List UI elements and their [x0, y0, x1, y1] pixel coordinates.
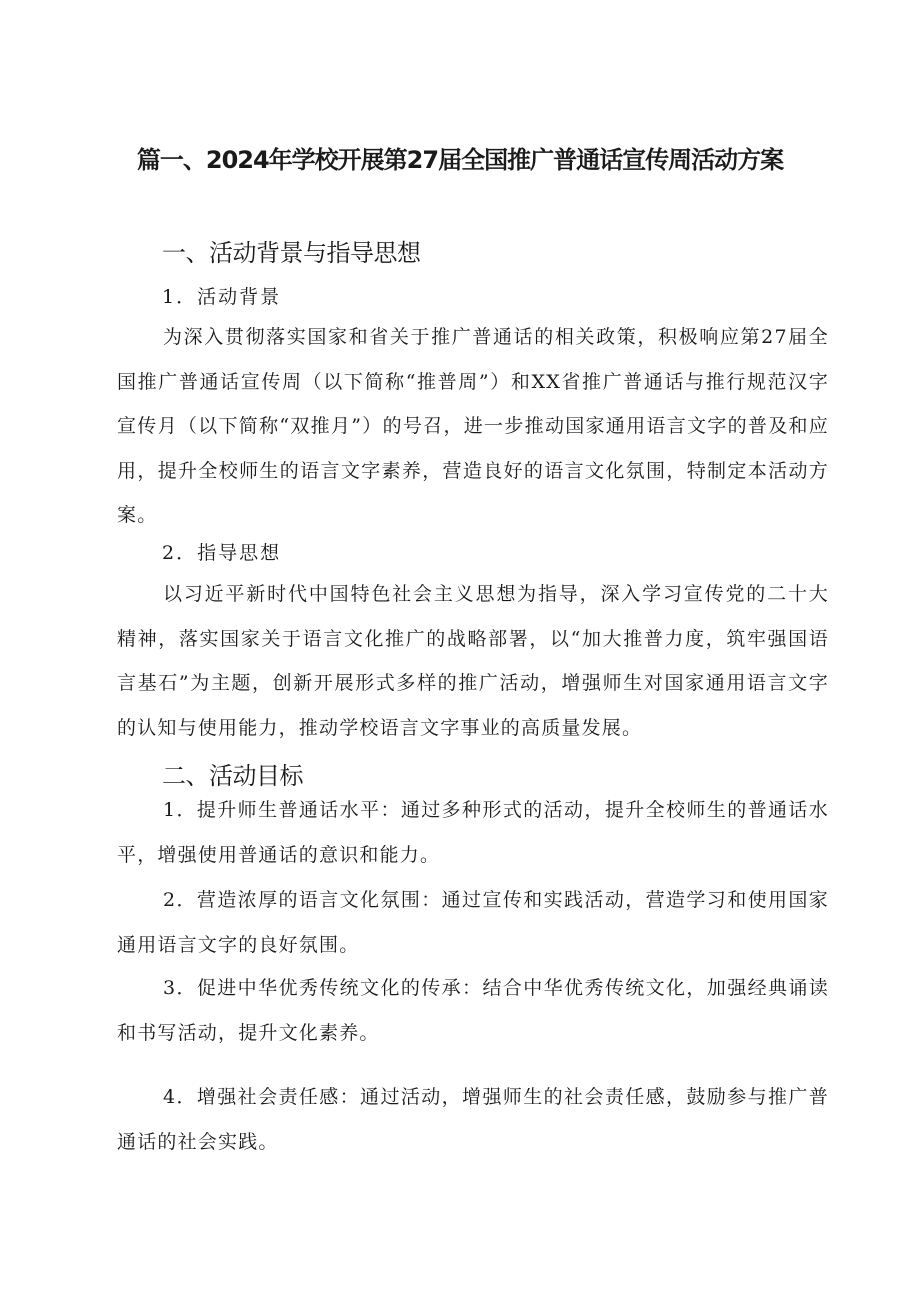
goal-item-1: 1．提升师生普通话水平：通过多种形式的活动，提升全校师生的普通话水平，增强使用普通话的意识和能力。: [117, 799, 829, 866]
subheading-guiding-ideology: 2．指导思想: [162, 542, 282, 564]
section-heading-background: 一、活动背景与指导思想: [162, 239, 421, 267]
goal-item-4: 4．增强社会责任感：通过活动，增强师生的社会责任感，鼓励参与推广普通话的社会实践。: [117, 1086, 829, 1153]
paragraph-guiding-ideology: 以习近平新时代中国特色社会主义思想为指导，深入学习宣传党的二十大精神，落实国家关于语言文化推广的战略部署，以“加大推普力度，筑牢强国语言基石”为主题，创新开展形式多样的推广活动，增强师生对国家通用语言文字的认知与使用能力，推动学校语言文字事业的高质量发展。: [117, 583, 829, 739]
goal-item-3: 3．促进中华优秀传统文化的传承：结合中华优秀传统文化，加强经典诵读和书写活动，提升文化素养。: [117, 977, 829, 1044]
document-title: 篇一、2024年学校开展第27届全国推广普通话宣传周活动方案: [136, 146, 784, 174]
goal-item-2: 2．营造浓厚的语言文化氛围：通过宣传和实践活动，营造学习和使用国家通用语言文字的良好氛围。: [117, 889, 829, 956]
paragraph-activity-background: 为深入贯彻落实国家和省关于推广普通话的相关政策，积极响应第27届全国推广普通话宣传周（以下简称“推普周”）和XX省推广普通话与推行规范汉字宣传月（以下简称“双推月”）的号召，进一步推动国家通用语言文字的普及和应用，提升全校师生的语言文字素养，营造良好的语言文化氛围，特制定本活动方案。: [117, 326, 829, 526]
section-heading-goals: 二、活动目标: [162, 762, 303, 790]
subheading-activity-background: 1．活动背景: [162, 286, 282, 308]
